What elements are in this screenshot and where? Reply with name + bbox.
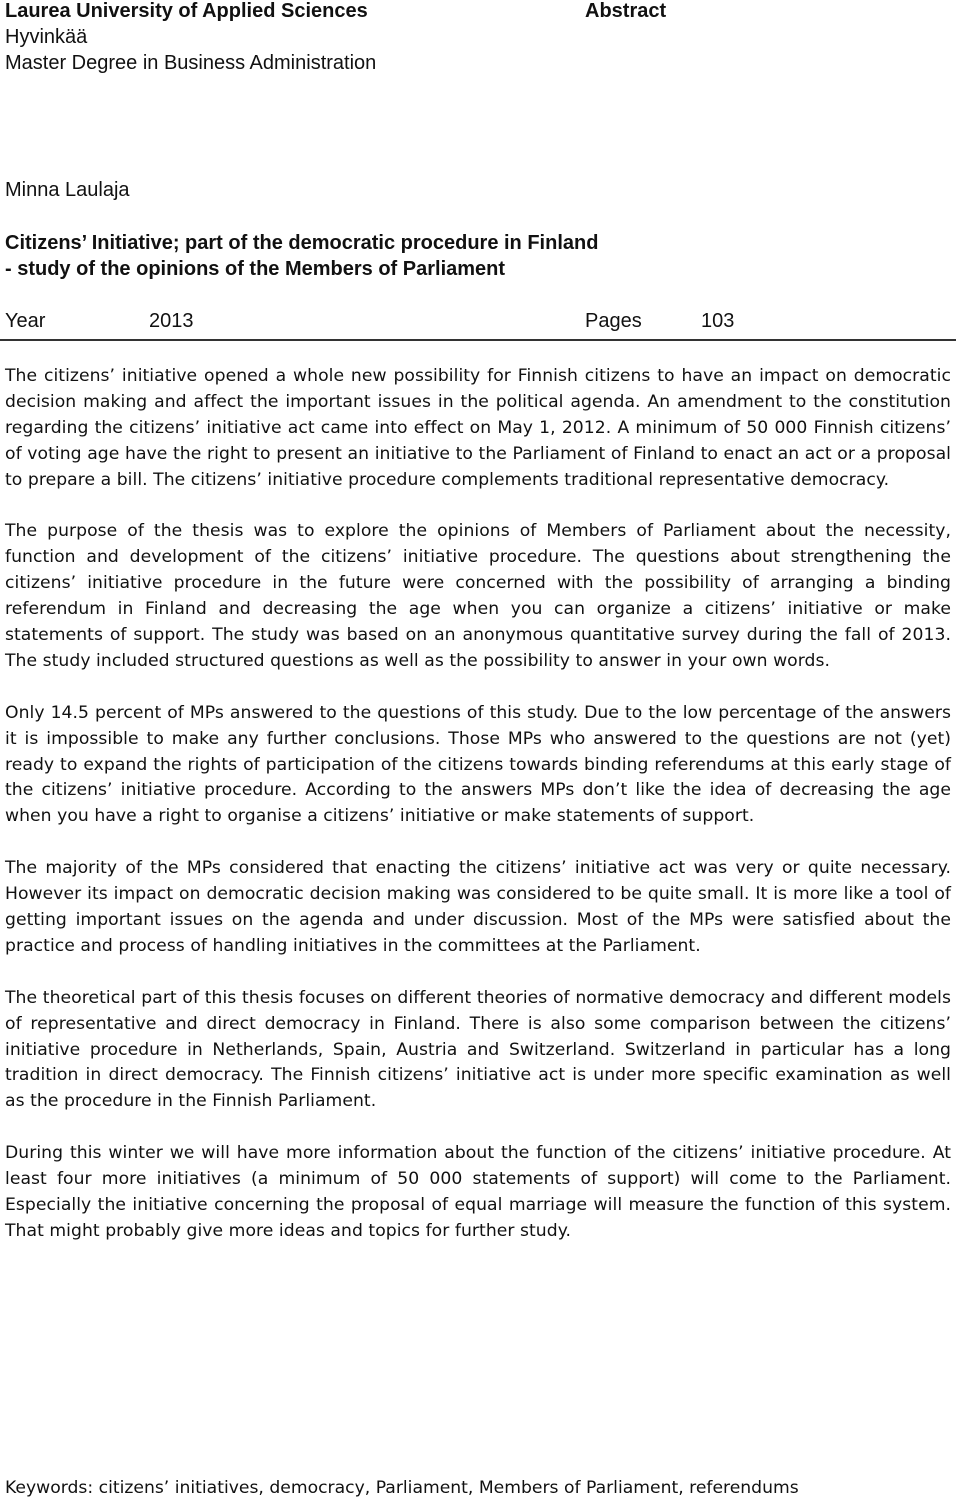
thesis-title-line-2: - study of the opinions of the Members of Parliament [5,258,506,280]
abstract-paragraph-4: The majority of the MPs considered that enacting the citizens’ initiative act was very or quite necessary. However its impact on democratic decision making was considered to be quite small. It is more like a tool of getting important issues on the agenda and under discussion. Most of the MPs were satisfied about the practice and process of handling initiatives in the committees at the Parliament. [5,858,951,956]
thesis-title [5,230,925,282]
degree-programme: Master Degree in Business Administration [5,52,377,74]
abstract-paragraph-2: The purpose of the thesis was to explore the opinions of Members of Parliament about the necessity, function and development of the citizens’ initiative procedure. The questions about strengthening the citizens’ initiative procedure in the future were concerned with the possibility of arranging a binding referendum in Finland and decreasing the age when you can organize a citizens’ initiative or make statements of support. The study was based on an anonymous quantitative survey during the fall of 2013. The study included structured questions as well as the possibility to answer in your own words. [5,521,951,671]
keywords-line: Keywords: citizens’ initiatives, democracy, Parliament, Members of Parliament, referendums [5,1478,799,1498]
year-label: Year [5,310,46,332]
document-type-label: Abstract [585,0,667,22]
abstract-body [5,364,951,1271]
abstract-paragraph-1: The citizens’ initiative opened a whole new possibility for Finnish citizens to have an impact on democratic decision making and affect the important issues in the political agenda. An amendment to the constitution regarding the citizens’ initiative act came into effect on May 1, 2012. A minimum of 50 000 Finnish citizens’ of voting age have the right to present an initiative to the Parliament of Finland to enact an act or a proposal to prepare a bill. The citizens’ initiative procedure complements traditional representative democracy. [5,366,951,490]
header-divider [0,339,956,341]
abstract-paragraph-3: Only 14.5 percent of MPs answered to the questions of this study. Due to the low percentage of the answers it is impossible to make any further conclusions. Those MPs who answered to the questions are not (yet) ready to expand the rights of participation of the citizens towards binding referendums at this early stage of the citizens’ initiative procedure. According to the answers MPs don’t like the idea of decreasing the age when you have a right to organise a citizens’ initiative or make statements of support. [5,702,951,827]
pages-value: 103 [701,310,735,332]
thesis-meta-row [5,308,955,334]
abstract-paragraph-5: The theoretical part of this thesis focuses on different theories of normative democracy and different models of representative and direct democracy in Finland. There is also some comparison between the citizens’ initiative procedure in Netherlands, Spain, Austria and Switzerland. Switzerland in particular has a long tradition in direct democracy. The Finnish citizens’ initiative act is under more specific examination as well as the procedure in the Finnish Parliament. [5,987,951,1112]
author-name: Minna Laulaja [5,179,130,201]
header-institution-block [5,0,565,76]
campus-name: Hyvinkää [5,26,88,48]
institution-name: Laurea University of Applied Sciences [5,0,368,22]
year-value: 2013 [149,310,194,332]
abstract-paragraph-6: During this winter we will have more information about the function of the citizens’ initiative procedure. At least four more initiatives (a minimum of 50 000 statements of support) will come to the Parliament. Especially the initiative concerning the proposal of equal marriage will measure the function of this system. That might probably give more ideas and topics for further study. [5,1143,951,1241]
pages-label: Pages [585,310,642,332]
thesis-title-line-1: Citizens’ Initiative; part of the democratic procedure in Finland [5,232,599,254]
